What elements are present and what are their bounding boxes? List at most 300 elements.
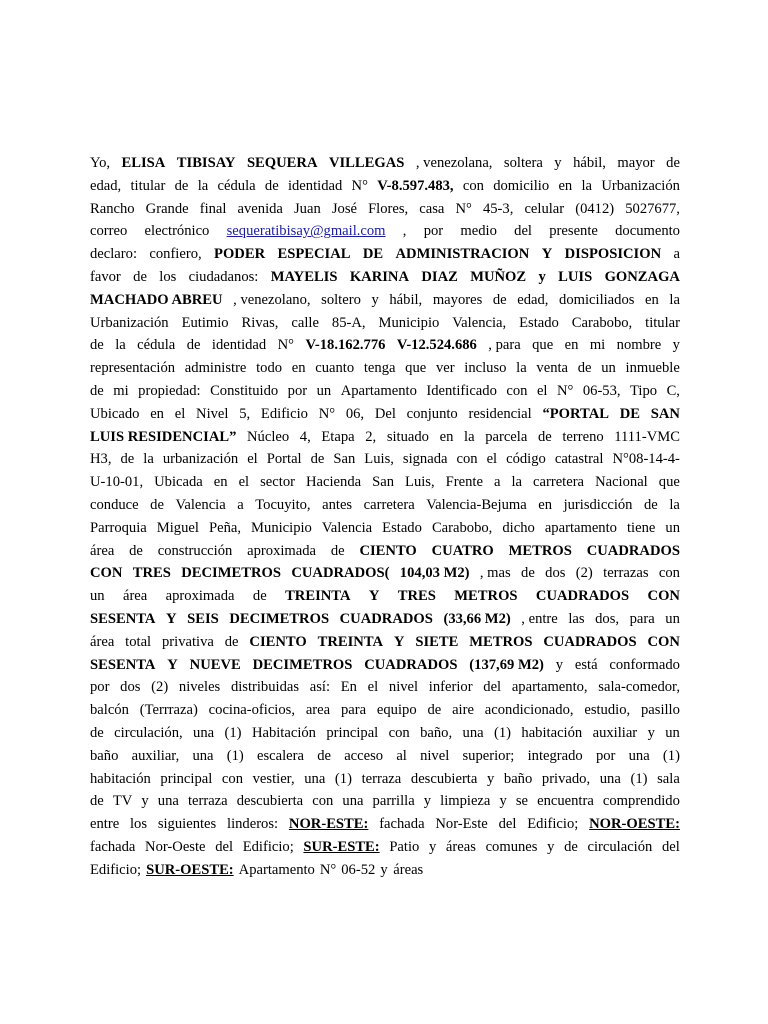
bold-text: V-8.597.483, bbox=[377, 177, 454, 194]
body-text: la bbox=[115, 337, 126, 354]
bold-text: ADMINISTRACION bbox=[395, 246, 530, 263]
body-text: hábil, bbox=[573, 155, 606, 171]
body-text: auxiliar, bbox=[131, 747, 180, 764]
body-text: de bbox=[564, 838, 578, 855]
body-text: Peña, bbox=[208, 519, 242, 536]
bold-text: CUADRADOS bbox=[364, 656, 458, 673]
text-line bbox=[90, 585, 680, 608]
bold-text: PODER bbox=[214, 246, 266, 263]
body-text: en bbox=[558, 177, 573, 194]
text-line bbox=[90, 289, 680, 312]
body-text: sala bbox=[657, 770, 680, 787]
body-text: con bbox=[312, 793, 334, 810]
bold-text: KARINA bbox=[349, 268, 410, 285]
body-text: (1) bbox=[630, 770, 648, 787]
document-body bbox=[90, 152, 680, 882]
body-text: una bbox=[304, 770, 326, 787]
body-text: Nacional bbox=[595, 474, 648, 491]
body-text: José bbox=[331, 200, 357, 217]
body-text: soltero bbox=[321, 291, 361, 308]
body-text: con bbox=[658, 565, 680, 582]
body-text: Parroquia bbox=[90, 519, 147, 536]
body-text: (1) bbox=[334, 770, 352, 787]
bold-text: NUEVE bbox=[189, 656, 241, 673]
body-text: urbanización bbox=[162, 451, 239, 468]
body-text: terreno bbox=[562, 428, 604, 445]
body-text: mayor bbox=[617, 155, 655, 171]
body-text: Edificio; bbox=[527, 816, 579, 833]
body-text: de bbox=[90, 793, 104, 810]
bold-text: DE bbox=[619, 405, 640, 422]
body-text: los bbox=[129, 816, 148, 833]
body-text: residencial bbox=[468, 405, 532, 422]
bold-text: DE bbox=[362, 246, 384, 263]
body-text: cuanto bbox=[315, 360, 355, 377]
body-text: el bbox=[247, 451, 258, 468]
body-text: confiero, bbox=[149, 246, 202, 263]
body-text: de bbox=[186, 337, 201, 354]
body-text: Carabobo, bbox=[431, 519, 493, 536]
body-text: construcción bbox=[157, 542, 233, 559]
text-line bbox=[90, 699, 680, 722]
body-text: Urbanización bbox=[601, 177, 680, 194]
body-text: con bbox=[456, 451, 478, 468]
body-text: (2) bbox=[151, 679, 169, 696]
bold-text: CIENTO bbox=[359, 542, 417, 559]
body-text: con bbox=[506, 382, 528, 399]
body-text: Habitación bbox=[251, 724, 316, 741]
body-text: el bbox=[174, 405, 186, 422]
body-text: N° bbox=[455, 200, 472, 217]
body-text: carretera bbox=[533, 474, 585, 491]
body-text: edad, bbox=[517, 291, 549, 308]
body-text: (1) bbox=[226, 747, 244, 764]
bold-text: VILLEGAS bbox=[328, 155, 405, 171]
body-text: acceso bbox=[344, 747, 384, 764]
body-text: Rancho bbox=[90, 200, 135, 217]
bold-text: y bbox=[538, 268, 546, 285]
body-text: N° bbox=[277, 337, 295, 354]
body-text: situado bbox=[386, 428, 429, 445]
body-text: linderos: bbox=[227, 816, 279, 833]
body-text: descubierta bbox=[410, 770, 478, 787]
body-text: la bbox=[669, 291, 680, 308]
body-text: Del bbox=[374, 405, 396, 422]
body-text: que bbox=[658, 474, 680, 491]
body-text: celular bbox=[524, 200, 565, 217]
body-text: de bbox=[174, 177, 189, 194]
text-line bbox=[90, 517, 680, 540]
body-text: incluso bbox=[464, 360, 507, 377]
body-text: conformado bbox=[609, 656, 680, 673]
bold-text: CUADRADOS bbox=[535, 588, 630, 605]
bold-text: NOR-OESTE: bbox=[589, 816, 680, 833]
body-text: la bbox=[197, 177, 209, 194]
body-text: acondicionado, bbox=[484, 702, 574, 719]
bold-text: Y bbox=[167, 656, 178, 673]
body-text: dicho bbox=[502, 519, 535, 536]
body-text: de bbox=[90, 724, 104, 741]
body-text: en bbox=[213, 474, 228, 491]
body-text: un bbox=[601, 360, 616, 377]
body-text: Nivel bbox=[196, 405, 229, 422]
body-text: Núcleo bbox=[247, 428, 290, 445]
email-link[interactable]: sequeratibisay@gmail.com bbox=[226, 223, 386, 240]
body-text: hábil, bbox=[389, 291, 423, 308]
body-text: Eutimio bbox=[181, 314, 229, 331]
body-text: para bbox=[629, 610, 655, 627]
body-text: una bbox=[628, 747, 650, 764]
body-text: y bbox=[486, 770, 495, 787]
text-line bbox=[90, 562, 680, 585]
bold-text: DECIMETROS bbox=[252, 656, 353, 673]
body-text: distribuidas bbox=[230, 679, 300, 696]
bold-text: (137,69 M2) bbox=[469, 656, 544, 673]
bold-text: Y bbox=[393, 633, 405, 650]
body-text: Estado bbox=[382, 519, 422, 536]
body-text: favor bbox=[90, 268, 121, 285]
body-text: área bbox=[90, 542, 115, 559]
text-line bbox=[90, 813, 680, 836]
body-text: , mas bbox=[479, 565, 511, 582]
body-text: de bbox=[133, 268, 147, 285]
body-text: Patio bbox=[389, 838, 420, 855]
body-text: cédula bbox=[217, 177, 256, 194]
body-text: final bbox=[199, 200, 227, 217]
body-text: aproximada bbox=[247, 542, 317, 559]
body-text: soltera bbox=[503, 155, 543, 171]
body-text: en bbox=[645, 291, 659, 308]
body-text: titular bbox=[645, 314, 680, 331]
body-text: presente bbox=[549, 223, 598, 240]
body-text: la bbox=[143, 451, 154, 468]
body-text: terraza bbox=[187, 793, 228, 810]
text-line bbox=[90, 243, 680, 266]
body-text: de bbox=[492, 291, 507, 308]
body-text: ver bbox=[435, 360, 455, 377]
bold-text: SESENTA bbox=[90, 656, 156, 673]
body-text: avenida bbox=[237, 200, 283, 217]
body-text: Ubicada bbox=[154, 474, 203, 491]
body-text: la bbox=[669, 496, 680, 513]
text-line bbox=[90, 152, 680, 175]
body-text: En bbox=[340, 679, 357, 696]
body-text: identidad bbox=[287, 177, 343, 194]
body-text: N°08-14-4- bbox=[612, 451, 680, 468]
body-text: terraza bbox=[361, 770, 402, 787]
body-text: de bbox=[577, 360, 592, 377]
body-text: propiedad: bbox=[138, 382, 201, 399]
body-text: tiene bbox=[626, 519, 656, 536]
body-text: , entre bbox=[521, 610, 558, 627]
body-text: apartamento, bbox=[511, 679, 588, 696]
body-text: Municipio bbox=[251, 519, 312, 536]
body-text: C, bbox=[666, 382, 680, 399]
bold-text: NOR-ESTE: bbox=[288, 816, 369, 833]
body-text: nombre bbox=[616, 337, 662, 354]
bold-text: ELISA bbox=[121, 155, 166, 171]
bold-text: SUR-OESTE: bbox=[146, 861, 234, 878]
body-text: dos bbox=[545, 565, 566, 582]
body-text: N° bbox=[318, 405, 336, 422]
body-text: está bbox=[574, 656, 598, 673]
body-text: y bbox=[647, 724, 655, 741]
body-text: privado, bbox=[541, 770, 591, 787]
body-text: y bbox=[554, 155, 562, 171]
body-text: comunes bbox=[485, 838, 538, 855]
body-text: inferior bbox=[428, 679, 473, 696]
body-text: (0412) bbox=[575, 200, 615, 217]
body-text: U-10-01, bbox=[90, 474, 144, 491]
text-line bbox=[90, 426, 680, 449]
body-text: domicilio bbox=[493, 177, 550, 194]
body-text: un bbox=[90, 588, 105, 605]
bold-text: METROS bbox=[508, 542, 572, 559]
body-text: el bbox=[367, 679, 379, 696]
body-text: 06-52 bbox=[341, 861, 376, 878]
body-text: casa bbox=[419, 200, 445, 217]
body-text: area bbox=[305, 702, 331, 719]
body-text: vestier, bbox=[252, 770, 295, 787]
text-line bbox=[90, 312, 680, 335]
body-text: el bbox=[486, 451, 498, 468]
body-text: el bbox=[238, 474, 250, 491]
bold-text: “PORTAL bbox=[542, 405, 609, 422]
body-text: Municipio bbox=[378, 314, 440, 331]
bold-text: Y bbox=[541, 246, 553, 263]
body-text: fachada bbox=[379, 816, 425, 833]
body-text: una bbox=[157, 793, 179, 810]
body-text: principal bbox=[160, 770, 213, 787]
body-text: 2, bbox=[365, 428, 377, 445]
body-text: Tipo bbox=[630, 382, 658, 399]
body-text: superior; bbox=[462, 747, 515, 764]
body-text: Yo, bbox=[90, 155, 111, 171]
body-text: en bbox=[291, 360, 306, 377]
bold-text: 104,03 M2) bbox=[399, 565, 470, 582]
body-text: Hacienda bbox=[306, 474, 362, 491]
body-text: 06, bbox=[345, 405, 365, 422]
body-text: limpieza bbox=[440, 793, 491, 810]
bold-text: CIENTO bbox=[249, 633, 307, 650]
body-text: 5, bbox=[239, 405, 251, 422]
text-line bbox=[90, 220, 680, 243]
body-text: siguientes bbox=[157, 816, 217, 833]
body-text: Valencia, bbox=[452, 314, 507, 331]
body-text: al bbox=[396, 747, 407, 764]
body-text: titular bbox=[130, 177, 166, 194]
body-text: código bbox=[506, 451, 546, 468]
body-text: circulación, bbox=[114, 724, 183, 741]
text-line bbox=[90, 198, 680, 221]
body-text: conduce bbox=[90, 496, 139, 513]
body-text: y bbox=[141, 793, 149, 810]
body-text: ciudadanos: bbox=[188, 268, 259, 285]
body-text: estudio, bbox=[584, 702, 631, 719]
body-text: encuentra bbox=[537, 793, 594, 810]
body-text: en bbox=[150, 405, 164, 422]
text-line bbox=[90, 175, 680, 198]
body-text: por bbox=[90, 679, 110, 696]
body-text: Carabobo, bbox=[571, 314, 633, 331]
bold-text: DECIMETROS bbox=[181, 565, 281, 582]
body-text: la bbox=[511, 474, 522, 491]
body-text: Constituido bbox=[210, 382, 279, 399]
body-text: del bbox=[498, 816, 517, 833]
bold-text: SESENTA bbox=[90, 610, 156, 627]
body-text: mi bbox=[113, 382, 129, 399]
body-text: Nor-Oeste bbox=[145, 838, 206, 855]
body-text: nivel bbox=[420, 747, 450, 764]
text-line bbox=[90, 859, 680, 882]
body-text: de bbox=[427, 702, 442, 719]
body-text: y áreas bbox=[380, 861, 424, 878]
body-text: a bbox=[493, 474, 501, 491]
bold-text: METROS bbox=[469, 633, 533, 650]
body-text: Luis, bbox=[364, 451, 394, 468]
text-line bbox=[90, 768, 680, 791]
body-text: principal bbox=[326, 724, 379, 741]
body-text: habitación bbox=[90, 770, 151, 787]
body-text: y bbox=[499, 793, 507, 810]
body-text: mi bbox=[589, 337, 606, 354]
text-line bbox=[90, 745, 680, 768]
body-text: Estado bbox=[519, 314, 559, 331]
body-text: circulación bbox=[587, 838, 653, 855]
bold-text: TREINTA bbox=[317, 633, 384, 650]
body-text: cocina-oficios, bbox=[208, 702, 295, 719]
body-text: 5027677, bbox=[625, 200, 680, 217]
body-text: Flores, bbox=[368, 200, 409, 217]
bold-text: MAYELIS bbox=[270, 268, 338, 285]
text-line bbox=[90, 540, 680, 563]
body-text: de bbox=[120, 451, 135, 468]
body-text: del bbox=[215, 838, 234, 855]
body-text: niveles bbox=[178, 679, 221, 696]
body-text: 1111-VMC bbox=[614, 428, 680, 445]
body-text: , venezolano, bbox=[233, 291, 311, 308]
body-text: con bbox=[462, 177, 484, 194]
body-text: sala-comedor, bbox=[598, 679, 680, 696]
body-text: de bbox=[129, 542, 143, 559]
body-text: de bbox=[521, 565, 535, 582]
body-text: , para bbox=[488, 337, 521, 354]
body-text: descubierta bbox=[236, 793, 304, 810]
body-text: equipo bbox=[376, 702, 417, 719]
body-text: dos, bbox=[595, 610, 620, 627]
body-text: Portal bbox=[266, 451, 302, 468]
body-text: parrilla bbox=[372, 793, 415, 810]
body-text: para bbox=[340, 702, 367, 719]
body-text: de bbox=[330, 542, 345, 559]
body-text: dos bbox=[120, 679, 141, 696]
text-line bbox=[90, 608, 680, 631]
body-text: las bbox=[568, 610, 585, 627]
text-line bbox=[90, 631, 680, 654]
body-text: de bbox=[264, 177, 279, 194]
body-text: de bbox=[317, 747, 331, 764]
body-text: calle bbox=[291, 314, 319, 331]
body-text: todo bbox=[256, 360, 283, 377]
text-line bbox=[90, 403, 680, 426]
bold-text: ESPECIAL bbox=[277, 246, 351, 263]
body-text: en bbox=[538, 496, 553, 513]
body-text: (1) bbox=[662, 747, 680, 764]
bold-text: CUADRADOS bbox=[339, 610, 433, 627]
text-line bbox=[90, 654, 680, 677]
body-text: carretera bbox=[363, 496, 415, 513]
body-text: signada bbox=[402, 451, 448, 468]
body-text: un bbox=[316, 382, 332, 399]
body-text: la bbox=[581, 177, 593, 194]
bold-text: (33,66 M2) bbox=[443, 610, 511, 627]
bold-text: TRES bbox=[397, 588, 436, 605]
body-text: área bbox=[90, 633, 115, 650]
text-line bbox=[90, 836, 680, 859]
body-text: Rivas, bbox=[241, 314, 279, 331]
bold-text: CUATRO bbox=[431, 542, 494, 559]
body-text: , bbox=[402, 223, 407, 240]
body-text: áreas bbox=[445, 838, 476, 855]
body-text: venta bbox=[536, 360, 569, 377]
body-text: 45-3, bbox=[482, 200, 514, 217]
body-text: cédula bbox=[137, 337, 176, 354]
body-text: y bbox=[423, 793, 432, 810]
body-text: del bbox=[514, 223, 532, 240]
body-text: una bbox=[462, 724, 484, 741]
body-text: de bbox=[90, 382, 104, 399]
body-text: auxiliar bbox=[592, 724, 638, 741]
body-text: tenga bbox=[363, 360, 396, 377]
body-text: a bbox=[237, 496, 244, 513]
body-text: N° bbox=[351, 177, 368, 194]
body-text: de bbox=[537, 428, 552, 445]
body-text: 85-A, bbox=[331, 314, 366, 331]
body-text: baño, bbox=[420, 724, 453, 741]
body-text: Apartamento bbox=[340, 382, 417, 399]
bold-text: CON bbox=[90, 565, 123, 582]
body-text: Urbanización bbox=[90, 314, 169, 331]
body-text: H3, bbox=[90, 451, 112, 468]
body-text: habitación bbox=[521, 724, 583, 741]
bold-text: Y bbox=[166, 610, 177, 627]
bold-text: GONZAGA bbox=[604, 268, 680, 285]
body-text: del bbox=[483, 679, 502, 696]
body-text: medio bbox=[460, 223, 497, 240]
body-text: Nor-Este bbox=[435, 816, 488, 833]
bold-text: DECIMETROS bbox=[229, 610, 330, 627]
text-line bbox=[90, 334, 680, 357]
body-text: domiciliados bbox=[559, 291, 635, 308]
body-text: por bbox=[287, 382, 308, 399]
body-text: de bbox=[252, 588, 267, 605]
body-text: de bbox=[150, 496, 164, 513]
text-line bbox=[90, 722, 680, 745]
bold-text: SAN bbox=[650, 405, 680, 422]
body-text: (1) bbox=[224, 724, 242, 741]
body-text: documento bbox=[615, 223, 680, 240]
body-text: terrazas bbox=[603, 565, 649, 582]
bold-text: CUADRADOS( bbox=[291, 565, 390, 582]
bold-text: MUÑOZ bbox=[470, 268, 527, 285]
text-line bbox=[90, 266, 680, 289]
bold-text: SUR-ESTE: bbox=[303, 838, 380, 855]
body-text: administre bbox=[184, 360, 247, 377]
body-text: de bbox=[310, 451, 325, 468]
body-text: parcela bbox=[485, 428, 528, 445]
bold-text: DIAZ bbox=[421, 268, 458, 285]
bold-text: CON bbox=[647, 633, 680, 650]
